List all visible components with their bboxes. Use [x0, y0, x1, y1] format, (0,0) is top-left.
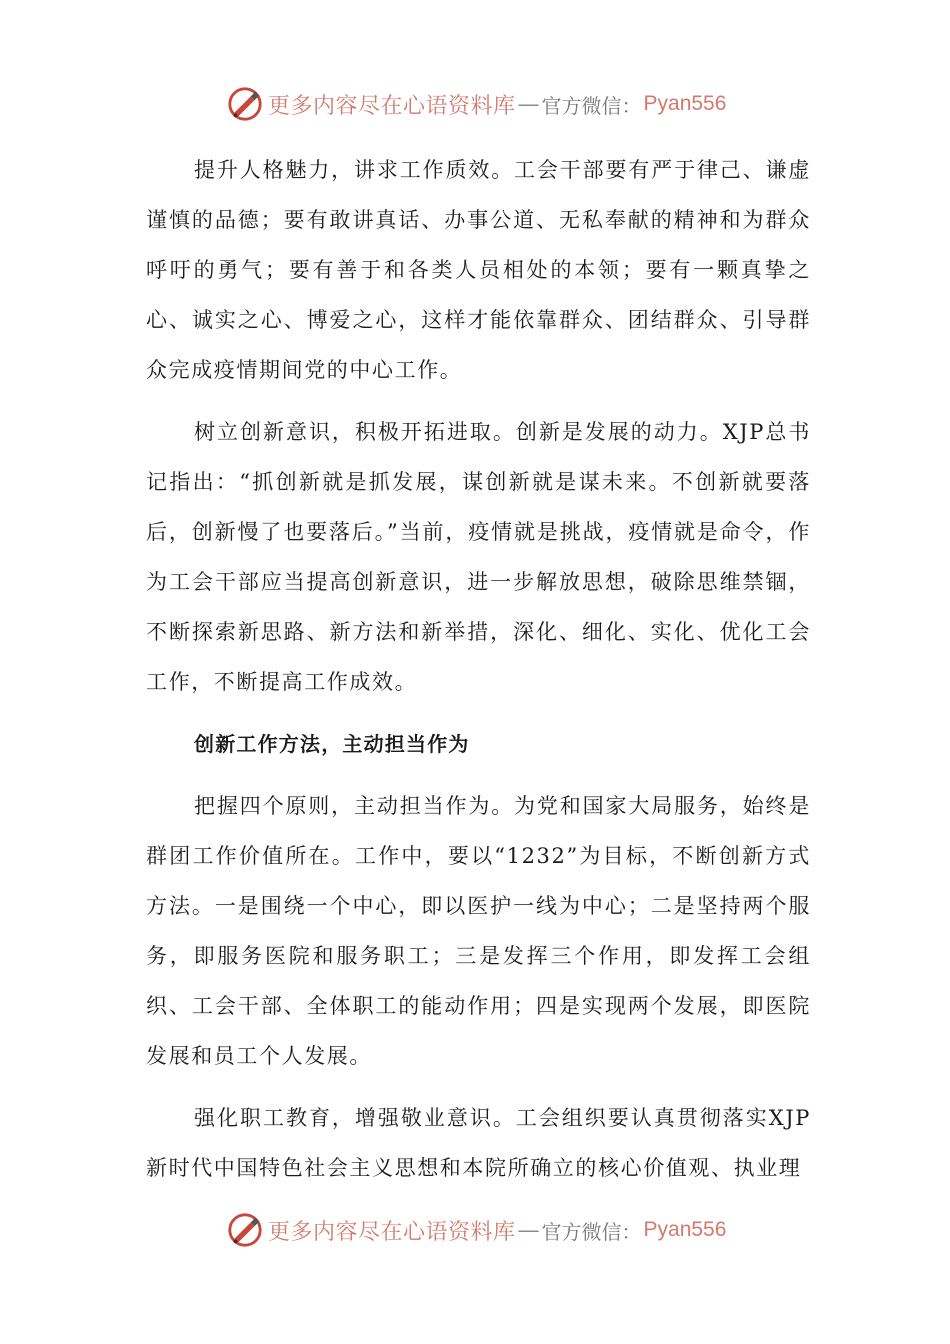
- watermark-brand: 更多内容尽在心语资料库: [268, 1219, 516, 1245]
- watermark-wechat-id: Pyan556: [643, 1218, 727, 1241]
- paragraph: 提升人格魅力，讲求工作质效。工会干部要有严于律己、谦虚谨慎的品德；要有敢讲真话、办事公道、无私奉献的精神和为群众呼吁的勇气；要有善于和各类人员相处的本领；要有一颗真挚之心、诚实之心、博爱之心，这样才能依靠群众、团结群众、引导群众完成疫情期间党的中心工作。: [146, 158, 811, 382]
- pen-logo-icon: [226, 1211, 264, 1249]
- watermark-dash: —: [517, 91, 540, 117]
- watermark-wechat-id: Pyan556: [643, 92, 727, 115]
- watermark-banner-bottom: [226, 1208, 726, 1252]
- paragraph: 把握四个原则，主动担当作为。为党和国家大局服务，始终是群团工作价值所在。工作中，要以“1232”为目标，不断创新方式方法。一是围绕一个中心，即以医护一线为中心；二是坚持两个服务，即服务医院和服务职工；三是发挥三个作用，即发挥工会组织、工会干部、全体职工的能动作用；四是实现两个发展，即医院发展和员工个人发展。: [146, 794, 811, 1068]
- pen-logo-icon: [226, 85, 264, 123]
- paragraph: 强化职工教育，增强敬业意识。工会组织要认真贯彻落实XJP新时代中国特色社会主义思想和本院所确立的核心价值观、执业理: [146, 1106, 811, 1180]
- section-heading: 创新工作方法，主动担当作为: [194, 732, 470, 756]
- paragraph: 树立创新意识，积极开拓进取。创新是发展的动力。XJP总书记指出：“抓创新就是抓发展，谋创新就是谋未来。不创新就要落后，创新慢了也要落后。”当前，疫情就是挑战，疫情就是命令，作为工会干部应当提高创新意识，进一步解放思想，破除思维禁锢，不断探索新思路、新方法和新举措，深化、细化、实化、优化工会工作，不断提高工作成效。: [146, 420, 811, 694]
- watermark-label: 官方微信：: [541, 93, 642, 118]
- watermark-dash: —: [517, 1217, 540, 1243]
- watermark-brand: 更多内容尽在心语资料库: [268, 93, 516, 119]
- watermark-label: 官方微信：: [541, 1219, 642, 1244]
- watermark-banner-top: [226, 82, 726, 126]
- document-body: [146, 145, 811, 1193]
